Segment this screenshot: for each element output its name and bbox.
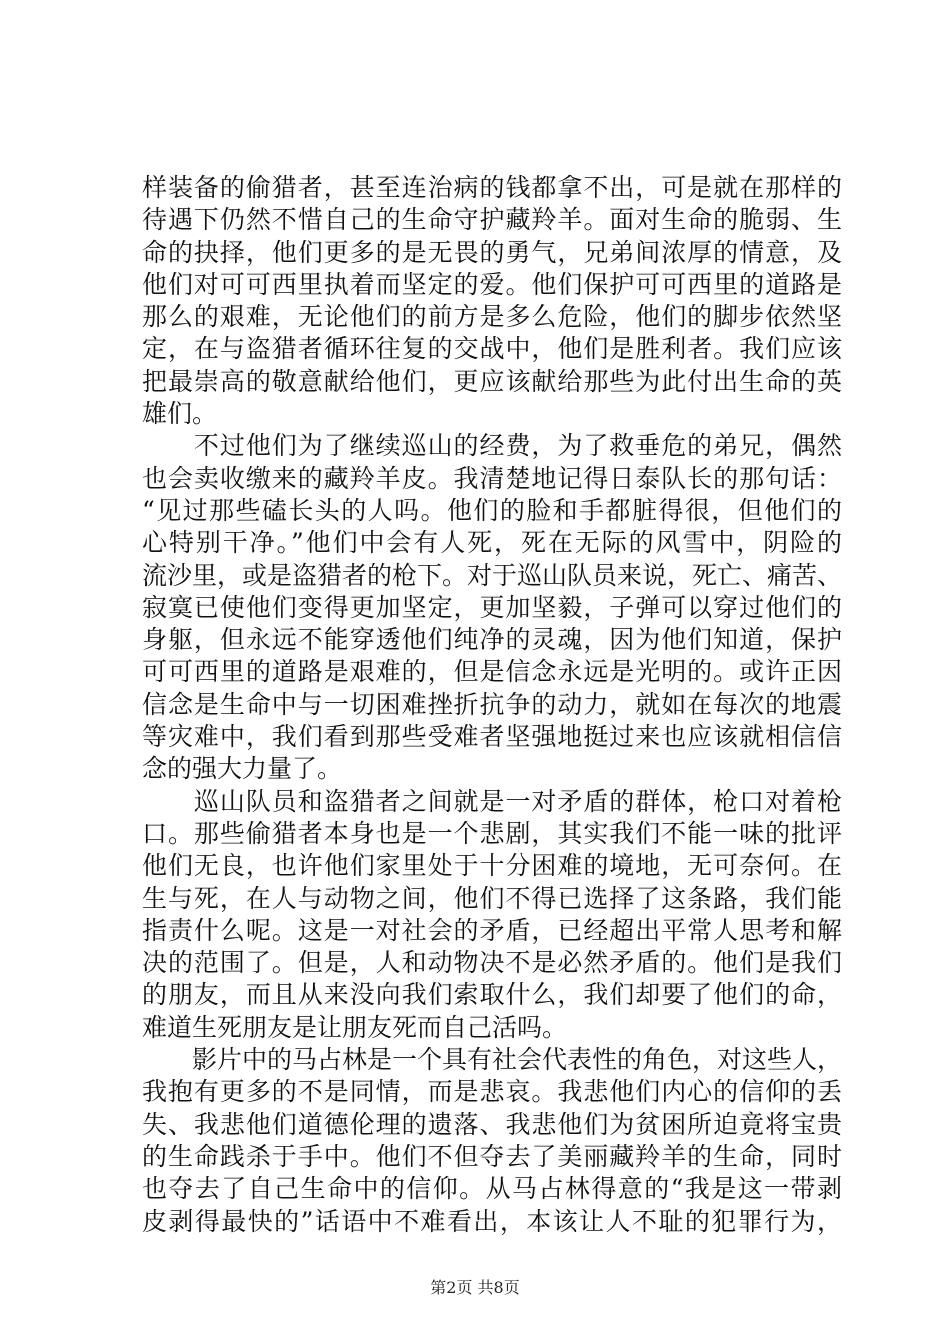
text-line: 也夺去了自己生命中的信仰。从马占林得意的“我是这一带剥: [142, 1174, 842, 1204]
page-number: 第2页 共8页: [430, 1278, 520, 1297]
text-line: 雄们。: [142, 399, 218, 429]
text-line: 指责什么呢。这是一对社会的矛盾，已经超出平常人思考和解: [142, 915, 842, 945]
text-line: 不过他们为了继续巡山的经费，为了救垂危的弟兄，偶然: [142, 431, 842, 461]
text-line: 待遇下仍然不惜自己的生命守护藏羚羊。面对生命的脆弱、生: [142, 205, 842, 235]
text-line: 定，在与盗猎者循环往复的交战中，他们是胜利者。我们应该: [142, 334, 842, 364]
text-line: 寂寞已使他们变得更加坚定，更加坚毅，子弹可以穿过他们的: [142, 592, 842, 622]
text-line: 可可西里的道路是艰难的，但是信念永远是光明的。或许正因: [142, 657, 842, 687]
text-line: “见过那些磕长头的人吗。他们的脸和手都脏得很，但他们的: [142, 495, 842, 525]
text-line: 皮剥得最快的”话语中不难看出，本该让人不耻的犯罪行为，: [142, 1206, 842, 1236]
text-line: 等灾难中，我们看到那些受难者坚强地挺过来也应该就相信信: [142, 722, 842, 752]
text-line: 巡山队员和盗猎者之间就是一对矛盾的群体，枪口对着枪: [142, 786, 842, 816]
text-line: 也会卖收缴来的藏羚羊皮。我清楚地记得日泰队长的那句话：: [142, 463, 842, 493]
text-line: 把最崇高的敬意献给他们，更应该献给那些为此付出生命的英: [142, 366, 842, 396]
text-line: 的生命践杀于手中。他们不但夺去了美丽藏羚羊的生命，同时: [142, 1141, 842, 1171]
text-line: 决的范围了。但是，人和动物决不是必然矛盾的。他们是我们: [142, 948, 842, 978]
document-body: [142, 172, 842, 1238]
text-line: 他们无良，也许他们家里处于十分困难的境地，无可奈何。在: [142, 851, 842, 881]
text-line: 难道生死朋友是让朋友死而自己活吗。: [142, 1012, 568, 1042]
text-line: 生与死，在人与动物之间，他们不得已选择了这条路，我们能: [142, 883, 842, 913]
text-line: 信念是生命中与一切困难挫折抗争的动力，就如在每次的地震: [142, 689, 842, 719]
text-line: 身躯，但永远不能穿透他们纯净的灵魂，因为他们知道，保护: [142, 625, 842, 655]
text-line: 念的强大力量了。: [142, 754, 343, 784]
text-line: 影片中的马占林是一个具有社会代表性的角色，对这些人，: [142, 1045, 843, 1075]
text-line: 失、我悲他们道德伦理的遗落、我悲他们为贫困所迫竟将宝贵: [142, 1109, 842, 1139]
text-line: 心特别干净。”他们中会有人死，死在无际的风雪中，阴险的: [142, 528, 842, 558]
text-line: 命的抉择，他们更多的是无畏的勇气，兄弟间浓厚的情意，及: [142, 237, 842, 267]
text-line: 的朋友，而且从来没向我们索取什么，我们却要了他们的命，: [142, 980, 842, 1010]
text-line: 那么的艰难，无论他们的前方是多么危险，他们的脚步依然坚: [142, 302, 842, 332]
text-line: 我抱有更多的不是同情，而是悲哀。我悲他们内心的信仰的丢: [142, 1077, 842, 1107]
text-line: 口。那些偷猎者本身也是一个悲剧，其实我们不能一味的批评: [142, 818, 842, 848]
text-line: 他们对可可西里执着而坚定的爱。他们保护可可西里的道路是: [142, 269, 842, 299]
text-line: 样装备的偷猎者，甚至连治病的钱都拿不出，可是就在那样的: [142, 173, 842, 202]
text-line: 流沙里，或是盗猎者的枪下。对于巡山队员来说，死亡、痛苦、: [142, 560, 843, 590]
